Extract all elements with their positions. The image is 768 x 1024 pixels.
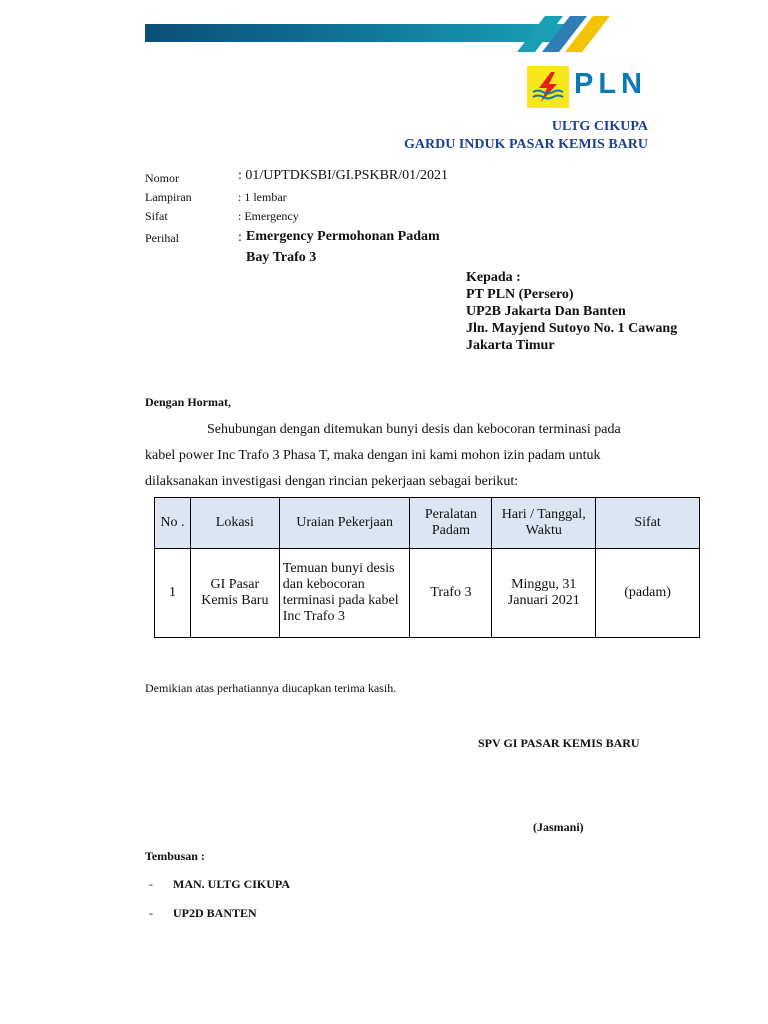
- header-cell-uraian: Uraian Pekerjaan: [279, 498, 410, 549]
- recipient-line: PT PLN (Persero): [466, 287, 574, 302]
- signature-name: (Jasmani): [533, 820, 584, 834]
- cell-no: 1: [155, 549, 191, 638]
- pln-logo-icon: [527, 66, 569, 108]
- nomor-label: Nomor: [145, 171, 179, 185]
- paragraph-line: Sehubungan dengan ditemukan bunyi desis dan kebocoran terminasi pada: [207, 422, 621, 437]
- greeting: Dengan Hormat,: [145, 395, 231, 409]
- paragraph-line: dilaksanakan investigasi dengan rincian pekerjaan sebagai berikut:: [145, 474, 519, 489]
- header-stripes-decoration: [515, 16, 610, 52]
- sifat-value: : Emergency: [238, 209, 299, 223]
- substation-name: GARDU INDUK PASAR KEMIS BARU: [404, 137, 648, 152]
- header-cell-sifat: Sifat: [596, 498, 700, 549]
- perihal-label: Perihal: [145, 231, 179, 245]
- perihal-line1: Emergency Permohonan Padam: [246, 229, 440, 244]
- header-cell-no: No .: [155, 498, 191, 549]
- cc-label: Tembusan :: [145, 849, 205, 863]
- cc-item: MAN. ULTG CIKUPA: [173, 877, 291, 891]
- nomor-value: : 01/UPTDKSBI/GI.PSKBR/01/2021: [238, 168, 449, 183]
- signature-title: SPV GI PASAR KEMIS BARU: [478, 736, 640, 750]
- header-banner: [145, 24, 565, 42]
- lampiran-value: : 1 lembar: [238, 190, 287, 204]
- cell-uraian: Temuan bunyi desis dan kebocoran terminasi pada kabel Inc Trafo 3: [279, 549, 410, 638]
- work-detail-table: [154, 497, 700, 638]
- perihal-colon: :: [238, 230, 242, 245]
- table-row: [155, 549, 700, 638]
- cell-peralatan: Trafo 3: [410, 549, 492, 638]
- logo-text: PLN: [574, 68, 647, 100]
- recipient-line: Jakarta Timur: [466, 338, 555, 353]
- header-cell-peralatan: Peralatan Padam: [410, 498, 492, 549]
- cell-waktu: Minggu, 31 Januari 2021: [492, 549, 596, 638]
- body-paragraph: [145, 417, 665, 495]
- table-header-row: [155, 498, 700, 549]
- header-cell-waktu: Hari / Tanggal, Waktu: [492, 498, 596, 549]
- recipient-line: Jln. Mayjend Sutoyo No. 1 Cawang: [466, 321, 678, 336]
- sifat-label: Sifat: [145, 209, 168, 223]
- cc-bullet: -: [149, 877, 153, 891]
- header-cell-lokasi: Lokasi: [190, 498, 279, 549]
- cc-item: UP2D BANTEN: [173, 906, 257, 920]
- cc-bullet: -: [149, 906, 153, 920]
- perihal-line2: Bay Trafo 3: [246, 250, 317, 265]
- paragraph-line: kabel power Inc Trafo 3 Phasa T, maka dengan ini kami mohon izin padam untuk: [145, 448, 601, 463]
- cell-sifat: (padam): [596, 549, 700, 638]
- lampiran-label: Lampiran: [145, 190, 192, 204]
- recipient-line: Kepada :: [466, 270, 521, 285]
- closing-text: Demikian atas perhatiannya diucapkan terima kasih.: [145, 681, 397, 695]
- cell-lokasi: GI Pasar Kemis Baru: [190, 549, 279, 638]
- unit-name: ULTG CIKUPA: [551, 119, 648, 134]
- recipient-line: UP2B Jakarta Dan Banten: [466, 304, 626, 319]
- recipient-block: [466, 269, 677, 354]
